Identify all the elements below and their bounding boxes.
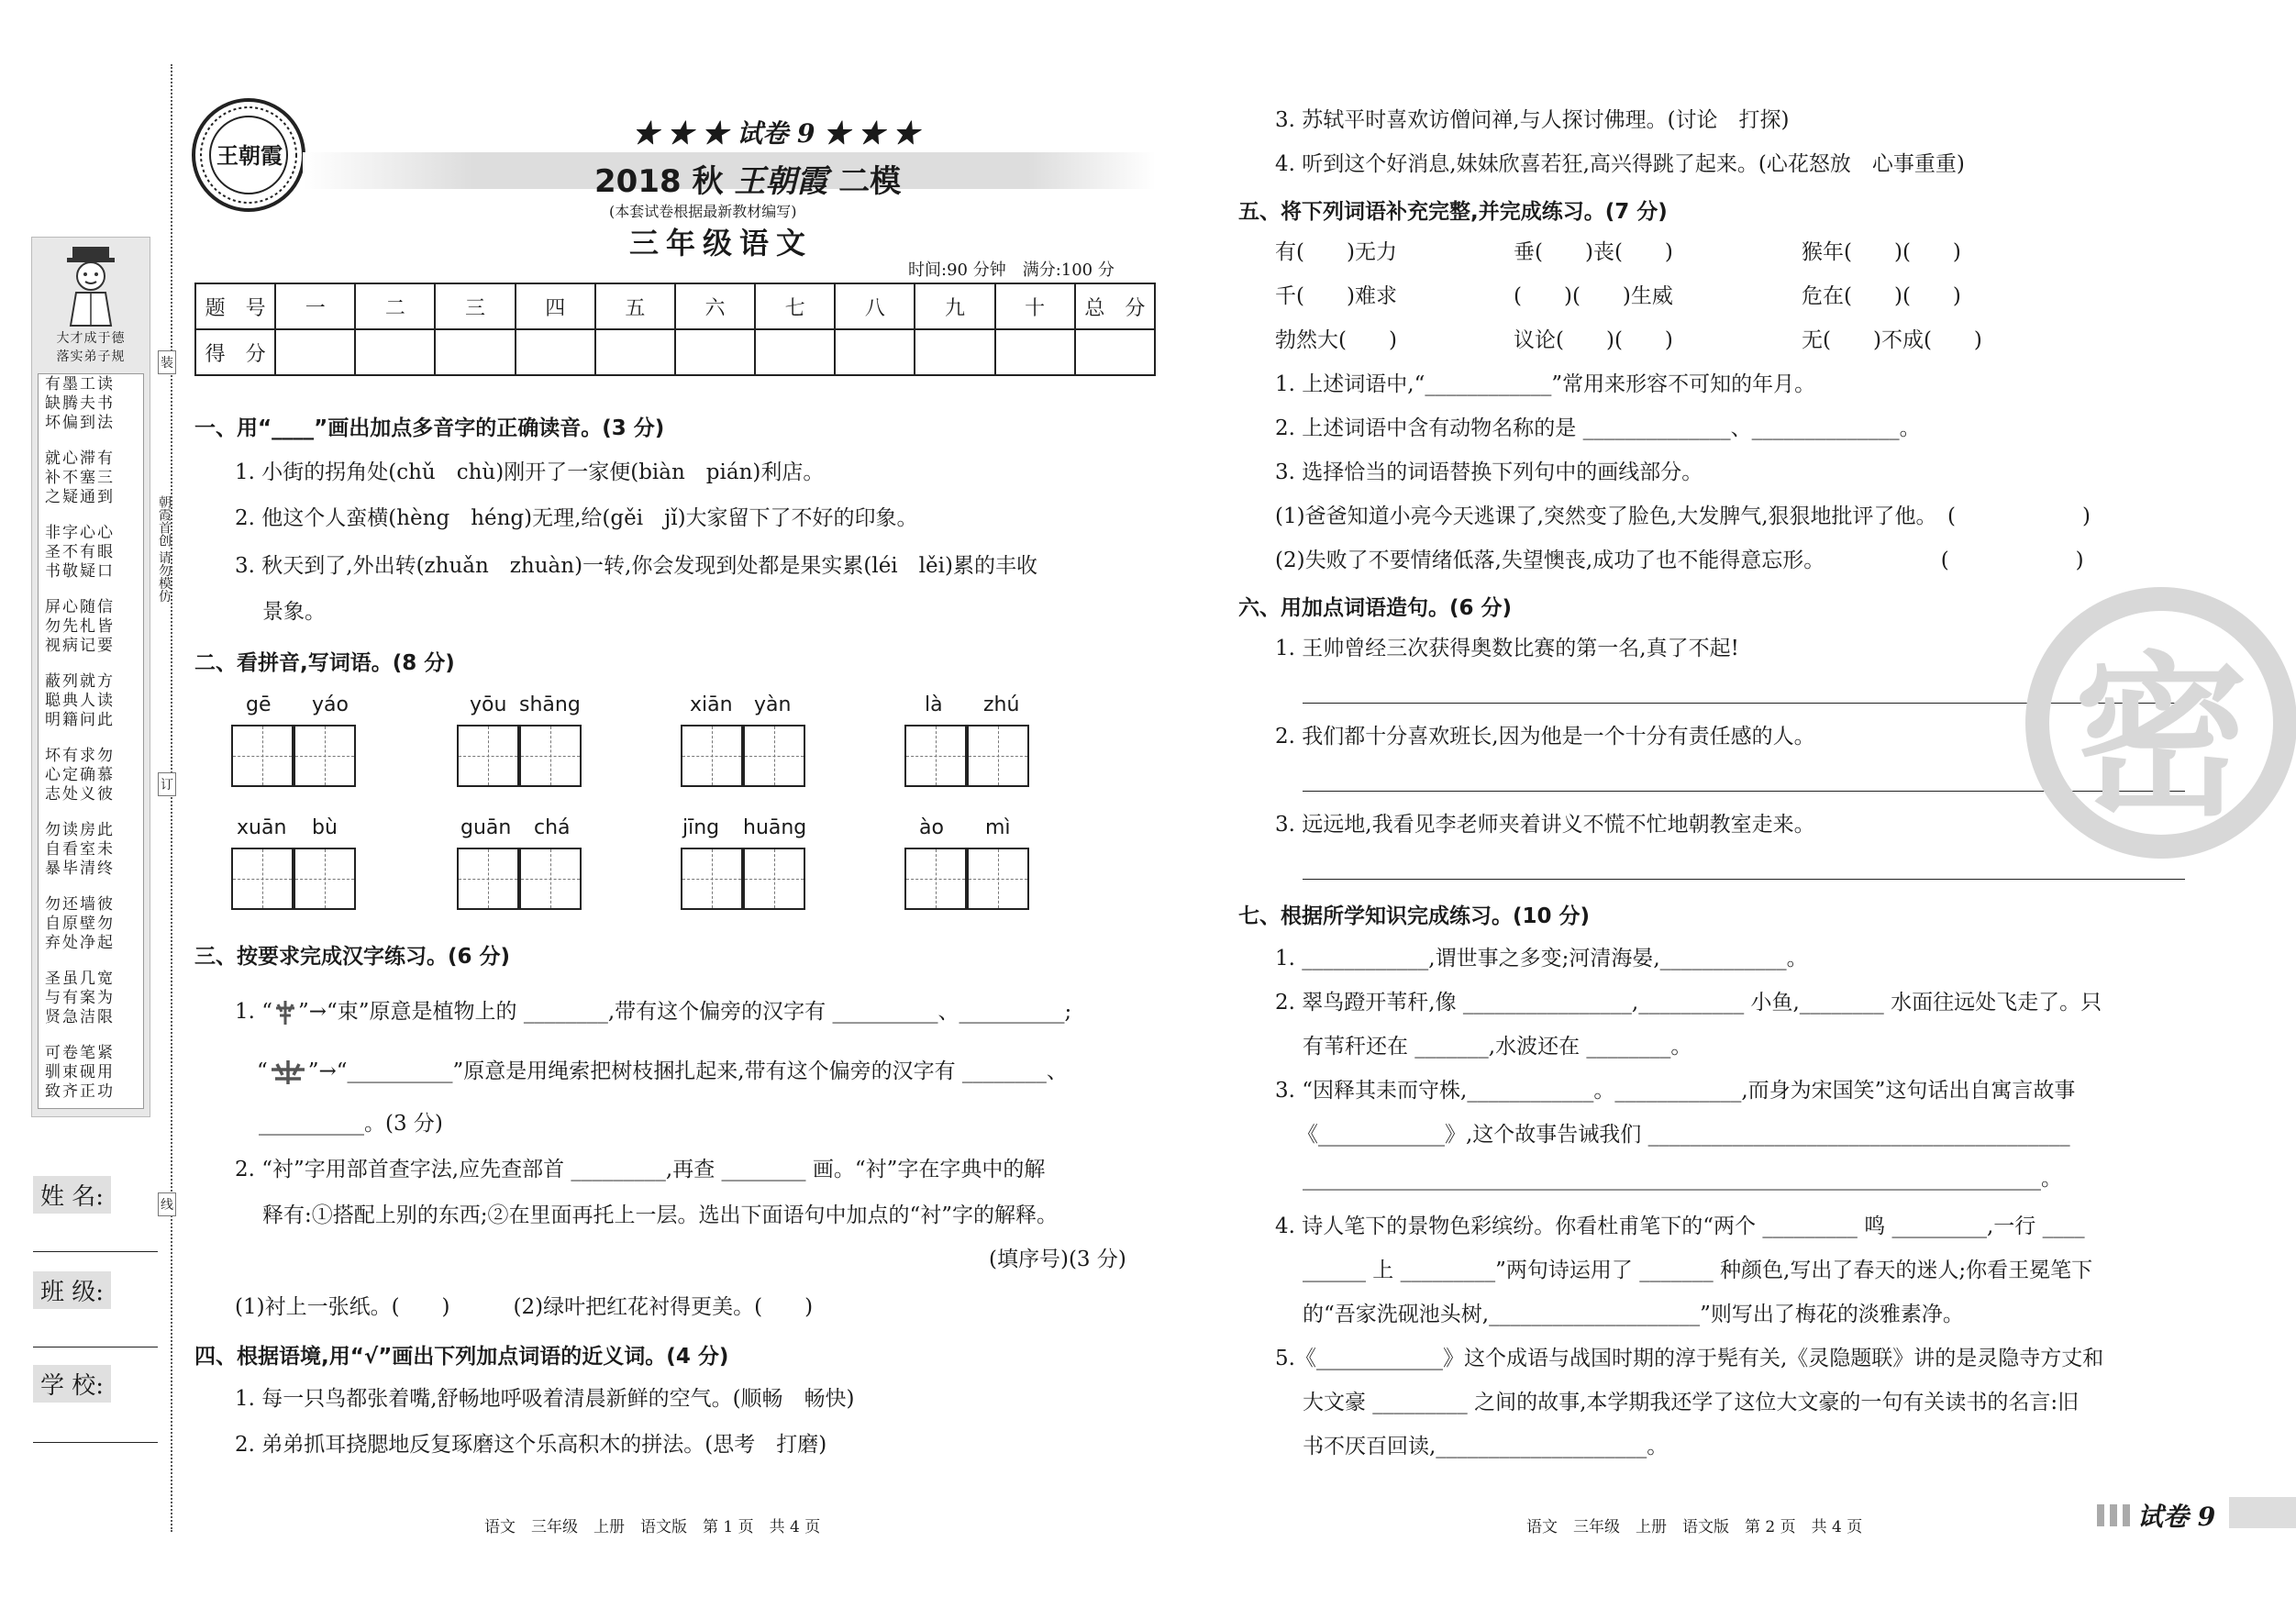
proverb-line: 自原壁勿 [45, 915, 115, 933]
proverb-line: 坏有求勿 [45, 747, 115, 765]
proverb-line: 弃处净起 [45, 934, 115, 952]
score-cell: 总 分 [1075, 283, 1155, 329]
subject-title: 三年级语文 [629, 226, 814, 261]
sidebar-proverb-list [45, 375, 137, 1102]
logo-text: 王朝霞 [216, 142, 283, 169]
proverb-line: 就心滞有 [45, 449, 115, 468]
sidebar-motto-2: 落实弟子规 [56, 349, 126, 364]
s7-q3a: 3. “因释其耒而守株,____________。____________,而身为宋国笑”这句话出自寓言故事 [1275, 1079, 2076, 1103]
s3-q1c: __________。(3 分) [259, 1112, 443, 1136]
proverb-line: 蔽列就方 [45, 672, 115, 691]
s6-q3: 3. 远远地,我看见李老师夹着讲义不慌不忙地朝教室走来。 [1275, 813, 1815, 837]
class-field[interactable] [33, 1345, 158, 1347]
pinyin-b: yáo [312, 693, 349, 716]
s5-q1: 1. 上述词语中,“____________”常用来形容不可知的年月。 [1275, 372, 1816, 396]
s5-word-r2c1: 千( )难求 [1275, 284, 1397, 308]
pinyin-row-2 [231, 816, 1148, 917]
writing-grid[interactable] [904, 848, 1029, 910]
section-5-title: 五、将下列词语补充完整,并完成练习。(7 分) [1238, 200, 1668, 224]
writing-grid[interactable] [457, 848, 582, 910]
side-note [154, 495, 172, 602]
proverb-line: 志处义彼 [45, 785, 115, 804]
s7-q5a: 5.《____________》这个成语与战国时期的淳于髡有关,《灵隐题联》讲的是灵隐寺方丈和 [1275, 1347, 2104, 1370]
main-title [594, 156, 901, 201]
score-input[interactable] [435, 329, 515, 375]
school-field[interactable] [33, 1440, 158, 1443]
score-cell: 十 [995, 283, 1075, 329]
pinyin-b: zhú [983, 693, 1020, 716]
proverb-line: 自看室未 [45, 840, 115, 859]
proverb-line: 勿先札皆 [45, 617, 115, 636]
sidebar-motto-1: 大才成于德 [56, 331, 126, 346]
proverb-line: 勿还墙彼 [45, 895, 115, 914]
ancient-char-glyph-2 [268, 1057, 308, 1088]
name-field[interactable] [33, 1249, 158, 1252]
pinyin-a: guān [460, 816, 512, 839]
seal-label-3: 线 [158, 1192, 176, 1216]
writing-grid[interactable] [457, 725, 582, 787]
section-3-title: 三、按要求完成汉字练习。(6 分) [194, 945, 511, 969]
score-input[interactable] [995, 329, 1075, 375]
s1-q3b: 景象。 [262, 600, 326, 624]
proverb-line: 与有案为 [45, 989, 115, 1007]
proverb-line: 坏偏到法 [45, 414, 115, 432]
proverb-line: 可卷笔紧 [45, 1044, 115, 1062]
subtitle: (本套试卷根据最新教材编写) [609, 203, 797, 220]
proverb-line: 补不塞三 [45, 469, 115, 487]
score-cell: 九 [915, 283, 994, 329]
score-cell: 二 [355, 283, 435, 329]
proverb-line: 有墨工读 [45, 375, 115, 394]
pinyin-b: huāng [743, 816, 807, 839]
confidential-watermark [2025, 587, 2296, 859]
watermark-text: 密 [2073, 636, 2248, 839]
pinyin-b: mì [985, 816, 1011, 839]
seal-label-1: 装 [158, 350, 176, 374]
s6-q2: 2. 我们都十分喜欢班长,因为他是一个十分有责任感的人。 [1275, 725, 1815, 749]
score-cell: 八 [835, 283, 915, 329]
s1-q2: 2. 他这个人蛮横(hèng héng)无理,给(gěi jǐ)大家留下了不好的印象。 [235, 506, 918, 530]
footer-left: 语文 三年级 上册 语文版 第 1 页 共 4 页 [484, 1518, 821, 1536]
s5-word-r3c2: 议论( )( ) [1514, 328, 1673, 352]
score-cell: 四 [516, 283, 595, 329]
section-2-title: 二、看拼音,写词语。(8 分) [194, 651, 455, 675]
s4-q2: 2. 弟弟抓耳挠腮地反复琢磨这个乐高积木的拼法。(思考 打磨) [235, 1433, 827, 1457]
s5-word-r3c3: 无( )不成( ) [1802, 328, 1982, 352]
proverb-line: 驯束砚用 [45, 1063, 115, 1081]
score-input[interactable] [755, 329, 835, 375]
footer-right: 语文 三年级 上册 语文版 第 2 页 共 4 页 [1526, 1518, 1863, 1536]
pinyin-a: xiān [690, 693, 733, 716]
proverb-line: 非字心心 [45, 524, 115, 542]
s3-q1b-pre: “ [257, 1059, 268, 1083]
score-input[interactable] [835, 329, 915, 375]
score-cell: 七 [755, 283, 835, 329]
name-label: 姓 名: [33, 1176, 111, 1214]
proverb-line: 屏心随信 [45, 598, 115, 616]
pinyin-a: ào [919, 816, 944, 839]
proverb-line: 聪典人读 [45, 692, 115, 710]
s4-q4: 4. 听到这个好消息,妹妹欣喜若狂,高兴得跳了起来。(心花怒放 心事重重) [1275, 152, 1965, 176]
score-cell: 一 [275, 283, 355, 329]
score-table-score-row [195, 329, 1155, 375]
section-1-title: 一、用“____”画出加点多音字的正确读音。(3 分) [194, 416, 665, 440]
pinyin-a: là [925, 693, 943, 716]
writing-grid[interactable] [231, 848, 356, 910]
s6-q1: 1. 王帅曾经三次获得奥数比赛的第一名,真了不起! [1275, 637, 1739, 660]
title-brand: 王朝霞 [734, 163, 828, 200]
proverb-line: 之疑通到 [45, 488, 115, 506]
writing-grid[interactable] [681, 725, 805, 787]
proverb-line: 心定确慕 [45, 766, 115, 784]
score-input[interactable] [915, 329, 994, 375]
score-cell: 三 [435, 283, 515, 329]
proverb-line: 勿读房此 [45, 821, 115, 839]
s4-q1: 1. 每一只鸟都张着嘴,舒畅地呼吸着清晨新鲜的空气。(顺畅 畅快) [235, 1387, 855, 1411]
s3-q1a [235, 998, 1071, 1026]
s7-q5b: 大文豪 _________ 之间的故事,本学期我还学了这位大文豪的一句有关读书的名言:旧 [1303, 1391, 2080, 1414]
time-info: 时间:90 分钟 满分:100 分 [908, 261, 1115, 280]
score-input[interactable] [595, 329, 675, 375]
writing-grid[interactable] [904, 725, 1029, 787]
score-table-header-row [195, 283, 1155, 329]
score-input[interactable] [355, 329, 435, 375]
exam-tag: ★ ★ ★ 试卷 9 ★ ★ ★ [633, 118, 919, 149]
s7-q3b: 《____________》,这个故事告诫我们 ________________________________________ [1297, 1123, 2070, 1147]
pinyin-row-1 [231, 693, 1148, 794]
s5-word-r1c1: 有( )无力 [1275, 240, 1397, 264]
s7-q5c: 书不厌百回读,____________________。 [1303, 1435, 1669, 1458]
s1-q1: 1. 小街的拐角处(chǔ chù)刚开了一家便(biàn pián)利店。 [235, 460, 825, 484]
score-input[interactable] [1075, 329, 1155, 375]
s5-word-r1c2: 垂( )丧( ) [1514, 240, 1673, 264]
proverb-line: 圣虽几宽 [45, 970, 115, 988]
score-input[interactable] [275, 329, 355, 375]
score-cell: 题 号 [195, 283, 275, 329]
s5-word-r1c3: 猴年( )( ) [1802, 240, 1961, 264]
proverb-line: 书敬疑口 [45, 562, 115, 581]
seal-label-2: 订 [158, 772, 176, 796]
ancient-char-glyph-1 [272, 999, 298, 1026]
sidebar-panel [31, 237, 150, 1117]
s5-q3a: (1)爸爸知道小亮今天逃课了,突然变了脸色,大发脾气,狠狠地批评了他。 ( ) [1275, 505, 2091, 528]
writing-grid[interactable] [231, 725, 356, 787]
s7-q2b: 有苇秆还在 _______,水波还在 ________。 [1303, 1035, 1692, 1059]
score-cell: 五 [595, 283, 675, 329]
title-suffix: 二模 [838, 163, 902, 200]
proverb-line: 视病记要 [45, 637, 115, 655]
title-year: 2018 秋 [594, 163, 724, 200]
footer-tag: 试卷 9 [2137, 1502, 2216, 1532]
writing-grid[interactable] [681, 848, 805, 910]
proverb-line: 贤急洁限 [45, 1008, 115, 1026]
footer-tag-dots [2097, 1504, 2134, 1526]
s3-q2a: 2. “衬”字用部首查字法,应先查部首 _________,再查 ________ 画。“衬”字在字典中的解 [235, 1158, 1046, 1181]
section-6-title: 六、用加点词语造句。(6 分) [1238, 596, 1513, 620]
section-7-title: 七、根据所学知识完成练习。(10 分) [1238, 904, 1591, 928]
class-label: 班 级: [33, 1271, 111, 1309]
side-note-text: 朝霞首创 请勿模仿 [157, 495, 172, 603]
s1-q3a: 3. 秋天到了,外出转(zhuǎn zhuàn)一转,你会发现到处都是果实累(léi lěi)累的丰收 [235, 554, 1037, 578]
s4-q3: 3. 苏轼平时喜欢访僧问禅,与人探讨佛理。(讨论 打探) [1275, 108, 1790, 132]
score-row-label: 得 分 [195, 329, 275, 375]
s7-q1: 1. ____________,谓世事之多变;河清海晏,____________。 [1275, 947, 1808, 970]
pinyin-b: bù [312, 816, 338, 839]
score-input[interactable] [516, 329, 595, 375]
proverb-line: 明籍问此 [45, 711, 115, 729]
s5-word-r2c3: 危在( )( ) [1802, 284, 1961, 308]
dotted-divider [171, 64, 172, 1532]
pinyin-a: jīng [682, 816, 720, 839]
s3-q1a-pre: 1. “ [235, 1000, 273, 1024]
s7-q3c: ______________________________________________________________________。 [1303, 1167, 2062, 1191]
proverb-line: 致齐正功 [45, 1082, 115, 1101]
s7-q4c: 的“吾家洗砚池头树,____________________”则写出了梅花的淡雅素净。 [1303, 1303, 1964, 1326]
pinyin-a: gē [246, 693, 272, 716]
score-table [194, 283, 1156, 376]
s3-q2d: (1)衬上一张纸。( ) (2)绿叶把红花衬得更美。( ) [235, 1295, 814, 1319]
proverb-line: 暴毕清终 [45, 859, 115, 878]
s7-q2a: 2. 翠鸟蹬开苇秆,像 ________________,__________ 小鱼,________ 水面往远处飞走了。只 [1275, 991, 2102, 1015]
s7-q4b: ______ 上 _________”两句诗运用了 _______ 种颜色,写出了春天的迷人;你看王冕笔下 [1303, 1259, 2093, 1282]
s3-q1b [257, 1057, 1068, 1088]
pinyin-b: shāng [519, 693, 581, 716]
s5-word-r2c2: ( )( )生威 [1514, 284, 1673, 308]
pinyin-b: yàn [754, 693, 792, 716]
s7-q4a: 4. 诗人笔下的景物色彩缤纷。你看杜甫笔下的“两个 _________ 鸣 _________,一行 ____ [1275, 1214, 2085, 1238]
s5-q3: 3. 选择恰当的词语替换下列句中的画线部分。 [1275, 460, 1703, 484]
exam-tag-text: 试卷 9 [737, 118, 815, 149]
s6-answer-line-3[interactable] [1303, 877, 2185, 880]
s3-q1a-post: ”→“束”原意是植物上的 ________,带有这个偏旁的汉字有 __________、__________; [298, 1000, 1072, 1024]
footer-tag-bar [2229, 1497, 2296, 1528]
pinyin-b: chá [534, 816, 571, 839]
s3-q1b-post: ”→“__________”原意是用绳索把树枝捆扎起来,带有这个偏旁的汉字有 ________、 [307, 1059, 1068, 1083]
s5-q2: 2. 上述词语中含有动物名称的是 ______________、______________。 [1275, 416, 1921, 440]
proverb-line: 圣不有眼 [45, 543, 115, 561]
section-4-title: 四、根据语境,用“√”画出下列加点词语的近义词。(4 分) [194, 1345, 729, 1369]
pinyin-a: xuān [237, 816, 287, 839]
pinyin-a: yōu [470, 693, 507, 716]
s3-q2b: 释有:①搭配上别的东西;②在里面再托上一层。选出下面语句中加点的“衬”字的解释。 [262, 1203, 1059, 1227]
score-cell: 六 [675, 283, 755, 329]
scholar-figure-icon [60, 245, 122, 327]
s3-q2c: (填序号)(3 分) [989, 1248, 1126, 1271]
school-label: 学 校: [33, 1365, 111, 1403]
proverb-line: 缺腾夫书 [45, 394, 115, 413]
s5-word-r3c1: 勃然大( ) [1275, 328, 1397, 352]
s5-q3b: (2)失败了不要情绪低落,失望懊丧,成功了也不能得意忘形。 ( ) [1275, 549, 2084, 572]
score-input[interactable] [675, 329, 755, 375]
